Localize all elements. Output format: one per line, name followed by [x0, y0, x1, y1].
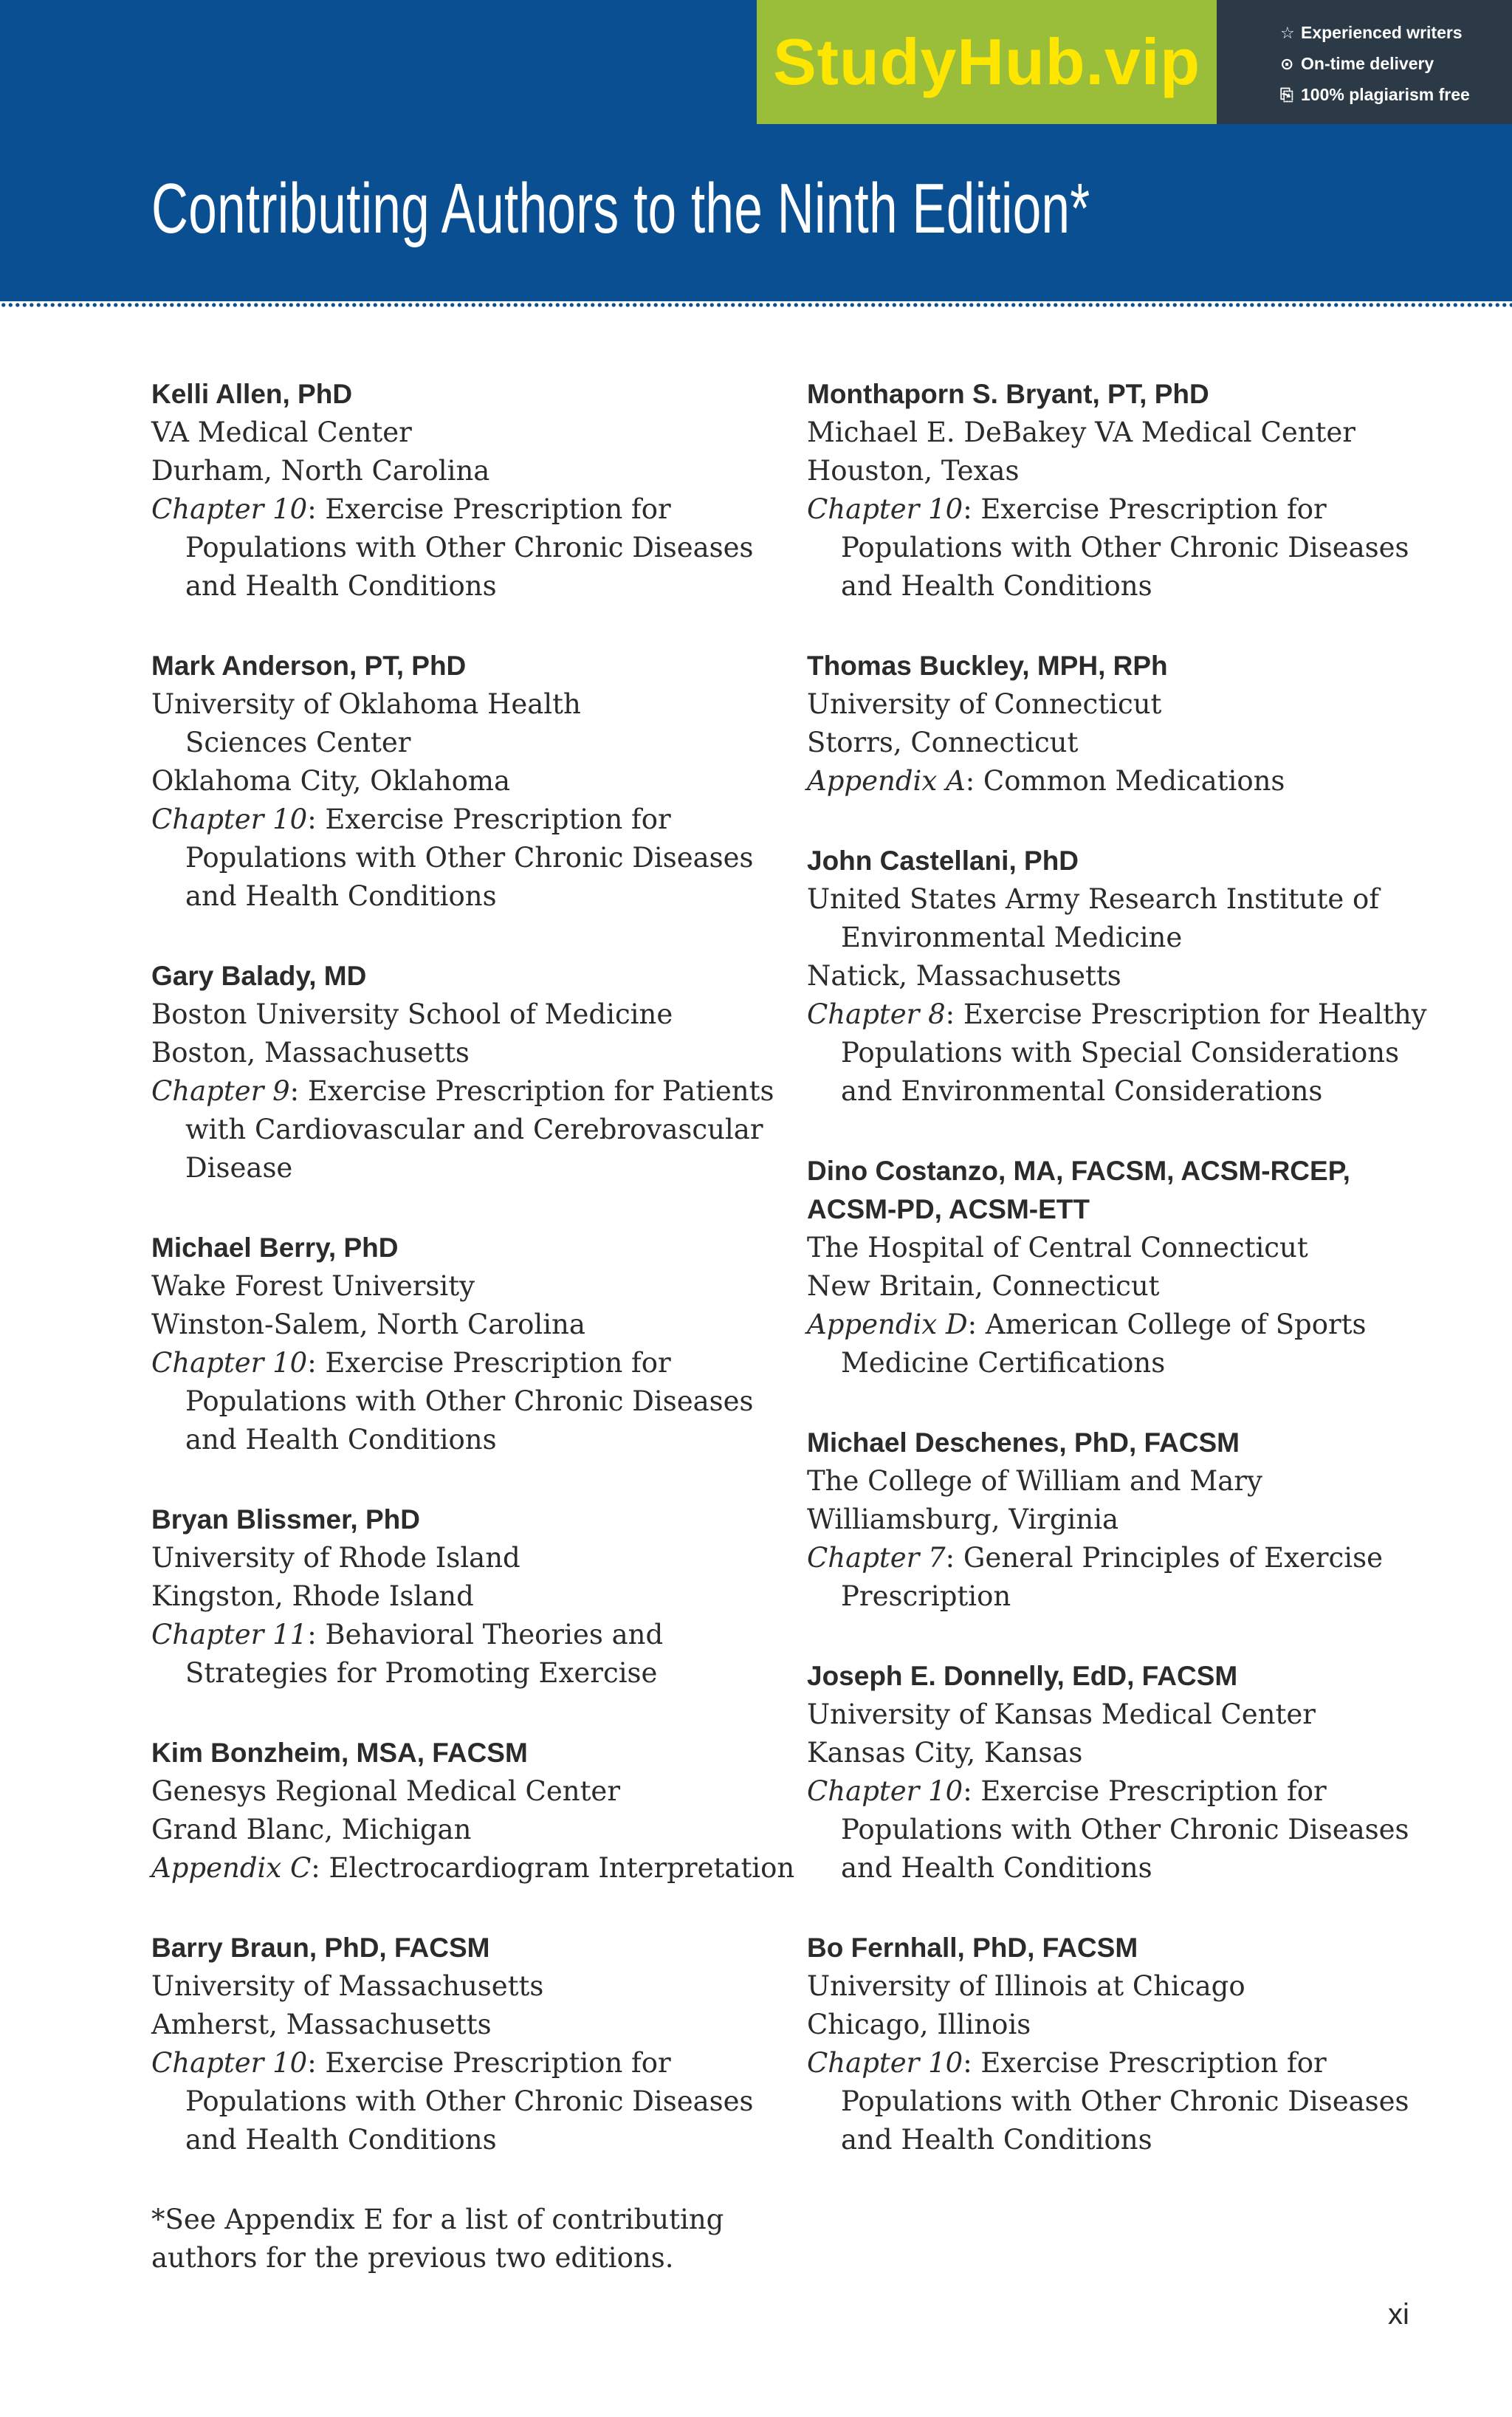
- author-reference: [151, 1149, 786, 1187]
- reference-label: Chapter 7: [807, 1542, 946, 1574]
- reference-title: and Environmental Considerations: [841, 1075, 1323, 1107]
- author-entry: [807, 1657, 1442, 1888]
- author-entry: [151, 1929, 786, 2159]
- author-entry: [151, 375, 786, 606]
- ad-brand-logo[interactable]: StudyHub.vip: [757, 0, 1217, 124]
- author-name: Bryan Blissmer, PhD: [151, 1504, 420, 1535]
- author-affiliation: University of Oklahoma Health: [151, 688, 581, 720]
- reference-title: and Health Conditions: [841, 2124, 1152, 2156]
- author-reference: Chapter 10: Exercise Prescription for: [151, 803, 671, 835]
- author-location: Williamsburg, Virginia: [807, 1504, 1119, 1535]
- author-reference: Chapter 10: Exercise Prescription for: [807, 2047, 1327, 2079]
- reference-label: Chapter 10: [151, 803, 308, 835]
- author-name: Gary Balady, MD: [151, 961, 367, 991]
- reference-title: Prescription: [841, 1580, 1011, 1612]
- ad-feature: [1217, 52, 1512, 83]
- reference-title: Populations with Other Chronic Diseases: [841, 1814, 1409, 1845]
- author-entry: [151, 1229, 786, 1459]
- author-reference: [807, 1811, 1442, 1849]
- author-affiliation: University of Massachusetts: [151, 1970, 544, 2002]
- reference-label: Chapter 10: [807, 1775, 963, 1807]
- author-name: Michael Deschenes, PhD, FACSM: [807, 1427, 1240, 1458]
- reference-title: and Health Conditions: [841, 1852, 1152, 1884]
- ad-feature-list: [1217, 0, 1512, 124]
- author-entry: [807, 1152, 1442, 1382]
- clock-icon: ⊙: [1280, 55, 1294, 73]
- author-location: Durham, North Carolina: [151, 455, 490, 487]
- author-reference: [151, 1382, 786, 1421]
- author-reference: [151, 2082, 786, 2121]
- footnote: [151, 2201, 724, 2277]
- author-affiliation: University of Rhode Island: [151, 1542, 520, 1574]
- reference-title: and Health Conditions: [185, 1424, 497, 1456]
- author-name: Kim Bonzheim, MSA, FACSM: [151, 1738, 528, 1768]
- author-affiliation: University of Illinois at Chicago: [807, 1970, 1245, 2002]
- author-column-right: [807, 375, 1442, 2201]
- reference-title: Exercise Prescription for: [980, 2047, 1327, 2079]
- author-location: Kingston, Rhode Island: [151, 1580, 474, 1612]
- author-affiliation: The Hospital of Central Connecticut: [807, 1232, 1308, 1264]
- author-entry: [807, 647, 1442, 800]
- reference-label: Chapter 10: [807, 493, 963, 525]
- star-icon: ☆: [1280, 24, 1295, 42]
- author-location: Natick, Massachusetts: [807, 960, 1121, 992]
- author-name: Dino Costanzo, MA, FACSM, ACSM-RCEP,: [807, 1156, 1350, 1186]
- author-column-left: [151, 375, 795, 2201]
- document-icon: ⎘: [1280, 86, 1293, 104]
- reference-label: Chapter 10: [807, 2047, 963, 2079]
- author-reference: Chapter 7: General Principles of Exercise: [807, 1542, 1383, 1574]
- author-reference: [151, 1654, 786, 1693]
- reference-title: Populations with Special Considerations: [841, 1037, 1400, 1069]
- reference-label: Chapter 10: [151, 2047, 308, 2079]
- page-title: Contributing Authors to the Ninth Edition*: [151, 169, 1090, 248]
- author-entry: [807, 842, 1442, 1111]
- author-location: Storrs, Connecticut: [807, 727, 1079, 758]
- author-affiliation: University of Kansas Medical Center: [807, 1698, 1316, 1730]
- author-reference: [807, 567, 1442, 606]
- author-location: Boston, Massachusetts: [151, 1037, 470, 1069]
- reference-title: Exercise Prescription for: [325, 493, 671, 525]
- reference-title: Strategies for Promoting Exercise: [185, 1657, 658, 1689]
- reference-title: and Health Conditions: [841, 570, 1152, 602]
- author-name: Mark Anderson, PT, PhD: [151, 651, 467, 681]
- author-location: Chicago, Illinois: [807, 2009, 1031, 2040]
- author-reference: [151, 1421, 786, 1459]
- author-reference: [807, 1577, 1442, 1616]
- author-affiliation: Genesys Regional Medical Center: [151, 1775, 621, 1807]
- reference-title: Populations with Other Chronic Diseases: [185, 842, 754, 874]
- reference-label: Appendix C: [151, 1852, 312, 1884]
- author-name: Bo Fernhall, PhD, FACSM: [807, 1933, 1138, 1963]
- author-name: ACSM-PD, ACSM-ETT: [807, 1194, 1090, 1224]
- reference-label: Chapter 10: [151, 493, 308, 525]
- author-reference: Chapter 11: Behavioral Theories and: [151, 1619, 664, 1650]
- page-number: xi: [1388, 2298, 1409, 2331]
- reference-title: Medicine Certifications: [841, 1347, 1166, 1379]
- reference-title: and Health Conditions: [185, 570, 497, 602]
- ad-feature-label: Experienced writers: [1301, 23, 1463, 42]
- author-reference: Chapter 8: Exercise Prescription for Healthy: [807, 998, 1427, 1030]
- author-reference: Appendix D: American College of Sports: [807, 1309, 1367, 1340]
- author-name: Thomas Buckley, MPH, RPh: [807, 651, 1168, 681]
- reference-title: with Cardiovascular and Cerebrovascular: [185, 1114, 763, 1145]
- author-reference: Appendix C: Electrocardiogram Interpretation: [151, 1852, 795, 1884]
- author-reference: [151, 2121, 786, 2159]
- reference-title: Populations with Other Chronic Diseases: [841, 532, 1409, 563]
- author-reference: [807, 1072, 1442, 1111]
- author-entry: [807, 375, 1442, 606]
- reference-title: Exercise Prescription for: [325, 1347, 671, 1379]
- author-entry: [151, 1734, 795, 1888]
- ad-feature: [1217, 21, 1512, 52]
- author-reference: Chapter 10: Exercise Prescription for: [151, 493, 671, 525]
- ad-banner[interactable]: [757, 0, 1512, 124]
- reference-label: Appendix A: [807, 765, 966, 797]
- footnote-line: authors for the previous two editions.: [151, 2242, 674, 2274]
- reference-label: Appendix D: [807, 1309, 968, 1340]
- author-reference: [151, 529, 786, 567]
- dotted-divider: [0, 301, 1512, 309]
- author-location: New Britain, Connecticut: [807, 1270, 1160, 1302]
- reference-title: Common Medications: [983, 765, 1285, 797]
- ad-feature: [1217, 83, 1512, 114]
- author-affiliation: Sciences Center: [185, 727, 411, 758]
- author-location: Oklahoma City, Oklahoma: [151, 765, 511, 797]
- author-reference: Chapter 10: Exercise Prescription for: [151, 1347, 671, 1379]
- reference-title: and Health Conditions: [185, 2124, 497, 2156]
- reference-title: Exercise Prescription for Patients: [307, 1075, 774, 1107]
- author-reference: [151, 1111, 786, 1149]
- reference-title: Electrocardiogram Interpretation: [329, 1852, 795, 1884]
- author-reference: Appendix A: Common Medications: [807, 765, 1285, 797]
- author-entry: [807, 1929, 1442, 2159]
- reference-title: Disease: [185, 1152, 293, 1184]
- author-location: Kansas City, Kansas: [807, 1737, 1083, 1769]
- author-reference: Chapter 9: Exercise Prescription for Patients: [151, 1075, 774, 1107]
- reference-title: Exercise Prescription for: [325, 2047, 671, 2079]
- ad-feature-label: 100% plagiarism free: [1301, 85, 1470, 104]
- author-location: Houston, Texas: [807, 455, 1020, 487]
- author-reference: [807, 1034, 1442, 1072]
- author-affiliation: Boston University School of Medicine: [151, 998, 673, 1030]
- reference-title: Exercise Prescription for: [980, 493, 1327, 525]
- author-entry: [151, 647, 786, 916]
- reference-label: Chapter 8: [807, 998, 946, 1030]
- footnote-line: *See Appendix E for a list of contributing: [151, 2204, 724, 2235]
- author-name: Michael Berry, PhD: [151, 1233, 399, 1263]
- author-reference: Chapter 10: Exercise Prescription for: [807, 1775, 1327, 1807]
- reference-title: Populations with Other Chronic Diseases: [185, 1385, 754, 1417]
- reference-label: Chapter 10: [151, 1347, 308, 1379]
- author-name: John Castellani, PhD: [807, 846, 1079, 876]
- author-affiliation: United States Army Research Institute of: [807, 883, 1380, 915]
- author-reference: [807, 529, 1442, 567]
- author-reference: Chapter 10: Exercise Prescription for: [807, 493, 1327, 525]
- author-reference: [807, 1344, 1442, 1382]
- reference-title: Populations with Other Chronic Diseases: [185, 532, 754, 563]
- author-name: Kelli Allen, PhD: [151, 379, 353, 409]
- author-location: Winston-Salem, North Carolina: [151, 1309, 585, 1340]
- reference-title: Exercise Prescription for: [325, 803, 671, 835]
- author-affiliation: Wake Forest University: [151, 1270, 475, 1302]
- author-affiliation: University of Connecticut: [807, 688, 1162, 720]
- author-location: Amherst, Massachusetts: [151, 2009, 492, 2040]
- author-entry: [151, 1501, 786, 1693]
- author-affiliation: Michael E. DeBakey VA Medical Center: [807, 416, 1355, 448]
- author-name: Monthaporn S. Bryant, PT, PhD: [807, 379, 1209, 409]
- author-reference: [151, 567, 786, 606]
- reference-title: Populations with Other Chronic Diseases: [185, 2085, 754, 2117]
- author-entry: [807, 1424, 1442, 1616]
- reference-title: Populations with Other Chronic Diseases: [841, 2085, 1409, 2117]
- reference-label: Chapter 9: [151, 1075, 290, 1107]
- author-reference: Chapter 10: Exercise Prescription for: [151, 2047, 671, 2079]
- reference-label: Chapter 11: [151, 1619, 308, 1650]
- author-reference: [151, 877, 786, 916]
- author-name: Barry Braun, PhD, FACSM: [151, 1933, 490, 1963]
- reference-title: Exercise Prescription for Healthy: [963, 998, 1427, 1030]
- author-name: Joseph E. Donnelly, EdD, FACSM: [807, 1661, 1238, 1691]
- ad-feature-label: On-time delivery: [1301, 54, 1434, 73]
- reference-title: and Health Conditions: [185, 880, 497, 912]
- reference-title: Behavioral Theories and: [325, 1619, 664, 1650]
- reference-title: Exercise Prescription for: [980, 1775, 1327, 1807]
- author-affiliation: VA Medical Center: [151, 416, 412, 448]
- author-affiliation: Environmental Medicine: [841, 922, 1183, 953]
- author-affiliation: The College of William and Mary: [807, 1465, 1262, 1497]
- author-reference: [151, 839, 786, 877]
- reference-title: American College of Sports: [985, 1309, 1367, 1340]
- author-entry: [151, 957, 786, 1187]
- author-reference: [807, 2121, 1442, 2159]
- author-reference: [807, 1849, 1442, 1888]
- author-reference: [807, 2082, 1442, 2121]
- author-location: Grand Blanc, Michigan: [151, 1814, 472, 1845]
- reference-title: General Principles of Exercise: [963, 1542, 1383, 1574]
